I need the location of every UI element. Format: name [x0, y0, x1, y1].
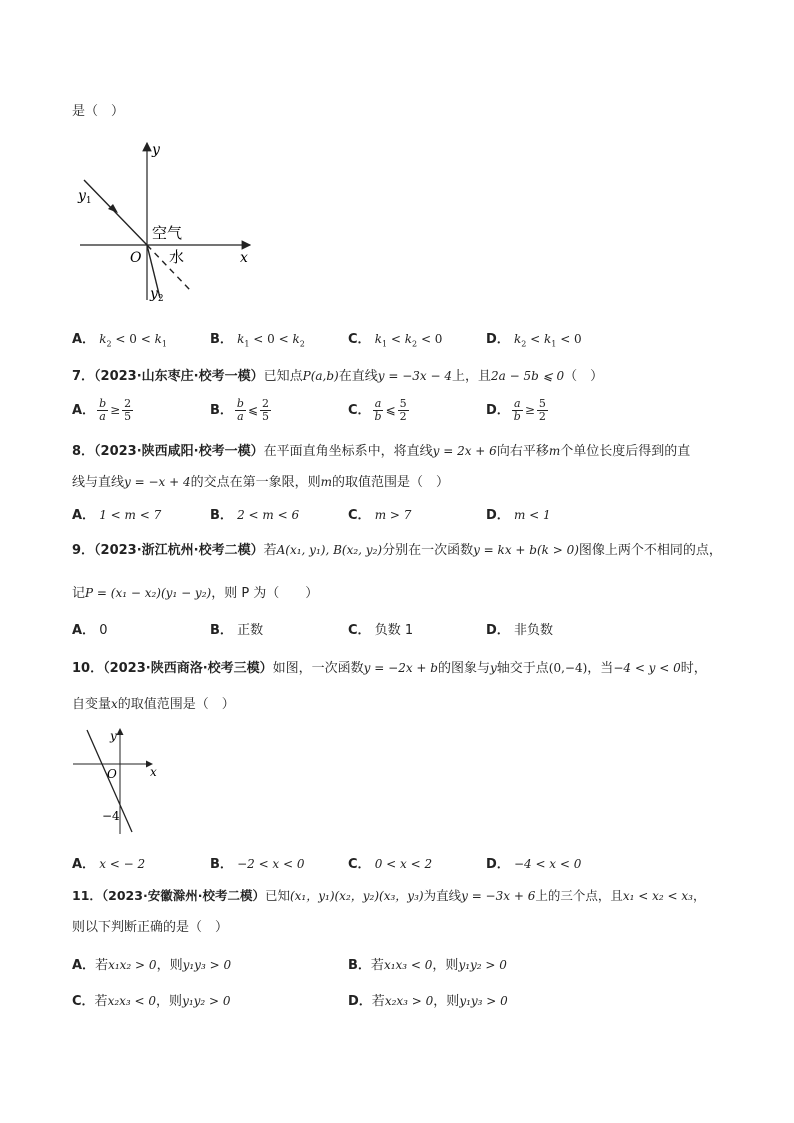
q9-option-b[interactable]: B． 正数: [210, 623, 264, 638]
q8-stem-line1: 8．（2023·陕西咸阳·校考一模）在平面直角坐标系中，将直线y = 2x + 6向右平移m个单位长度后得到的直: [72, 444, 691, 459]
q6-option-c[interactable]: C． $k_1 < k_2 < 0$: [348, 332, 443, 349]
q6-y1-label: $y_1$: [78, 188, 92, 206]
q11-option-b[interactable]: B．若x₁x₃ < 0，则y₁y₂ > 0: [348, 958, 507, 973]
q8-stem-line2: 线与直线y = −x + 4的交点在第一象限，则m的取值范围是（ ）: [72, 475, 450, 490]
q6-option-d[interactable]: D． $k_2 < k_1 < 0$: [486, 332, 582, 349]
q10-option-d[interactable]: D． −4 < x < 0: [486, 857, 582, 872]
q11-option-c[interactable]: C．若x₂x₃ < 0，则y₁y₂ > 0: [72, 994, 231, 1009]
q10-options: [72, 855, 732, 875]
q7-option-c[interactable]: C． $\frac{a}{b}$ ⩽ $\frac{5}{2}$: [348, 397, 407, 423]
q11-options-row2: [72, 992, 732, 1012]
q7-options: [72, 398, 732, 428]
q8-option-b[interactable]: B． 2 < m < 6: [210, 508, 300, 523]
q7-option-d[interactable]: D． $\frac{a}{b}$ ≥ $\frac{5}{2}$: [486, 397, 546, 423]
q7-option-b[interactable]: B． $\frac{b}{a}$ ⩽ $\frac{2}{5}$: [210, 397, 270, 423]
q11-stem-line1: 11．（2023·安徽滁州·校考二模）已知(x₁，y₁)(x₂，y₂)(x₃，y₃)为直线y = −3x + 6上的三个点，且x₁ < x₂ < x₃，: [72, 888, 706, 903]
q6-stem-tail: 是（ ）: [72, 104, 125, 119]
q10-stem-line1: 10．（2023·陕西商洛·校考三模）如图，一次函数y = −2x + b的图象与y轴交于点(0,−4)，当−4 < y < 0时，: [72, 661, 707, 676]
q9-options: [72, 622, 732, 642]
q9-option-a[interactable]: A． 0: [72, 623, 108, 638]
q8-option-c[interactable]: C． m > 7: [348, 508, 412, 523]
q8-options: [72, 506, 732, 526]
q6-origin-label: O: [130, 250, 142, 266]
q10-option-a[interactable]: A． x < − 2: [72, 857, 146, 872]
q11-option-a[interactable]: A．若x₁x₂ > 0，则y₁y₃ > 0: [72, 958, 232, 973]
q6-air-label: 空气: [152, 224, 183, 242]
q6-option-a[interactable]: A． $k_2 < 0 < k_1$: [72, 332, 167, 349]
q11-options-row1: [72, 956, 732, 976]
q8-option-a[interactable]: A． 1 < m < 7: [72, 508, 162, 523]
q11-option-d[interactable]: D．若x₂x₃ > 0，则y₁y₃ > 0: [348, 994, 508, 1009]
q10-y-label: y: [110, 729, 117, 743]
q6-y2-label: $y_2$: [150, 286, 164, 304]
q6-option-b[interactable]: B． $k_1 < 0 < k_2$: [210, 332, 305, 349]
q10-option-b[interactable]: B． −2 < x < 0: [210, 857, 305, 872]
q7-option-a[interactable]: A． $\frac{b}{a}$ ≥ $\frac{2}{5}$: [72, 397, 132, 423]
q6-water-label: 水: [169, 248, 185, 266]
q10-stem-line2: 自变量x的取值范围是（ ）: [72, 697, 235, 712]
q9-stem-line2: 记P = (x₁ − x₂)(y₁ − y₂)，则 P 为（ ）: [72, 586, 319, 601]
q10-origin-label: O: [107, 767, 117, 781]
q6-x-label: x: [240, 250, 248, 266]
q6-incident-ray: [84, 180, 147, 245]
q10-x-label: x: [150, 765, 157, 779]
q6-options: [72, 330, 732, 350]
q6-y-label: y: [152, 142, 160, 158]
q10-option-c[interactable]: C． 0 < x < 2: [348, 857, 433, 872]
q7-stem: 7．（2023·山东枣庄·校考一模）已知点P(a,b)在直线y = −3x − 4上，且2a − 5b ⩽ 0（ ）: [72, 369, 604, 384]
q11-stem-line2: 则以下判断正确的是（ ）: [72, 920, 229, 935]
q8-option-d[interactable]: D． m < 1: [486, 508, 551, 523]
q9-stem-line1: 9．（2023·浙江杭州·校考二模）若A(x₁, y₁), B(x₂, y₂)分别在一次函数y = kx + b(k > 0)图像上两个不相同的点，: [72, 543, 722, 558]
q6-refraction-figure: [72, 138, 262, 308]
q9-option-c[interactable]: C． 负数 1: [348, 623, 414, 638]
q9-option-d[interactable]: D． 非负数: [486, 623, 553, 638]
q10-graph-figure: [72, 726, 172, 836]
q10-intercept-label: −4: [102, 809, 120, 823]
